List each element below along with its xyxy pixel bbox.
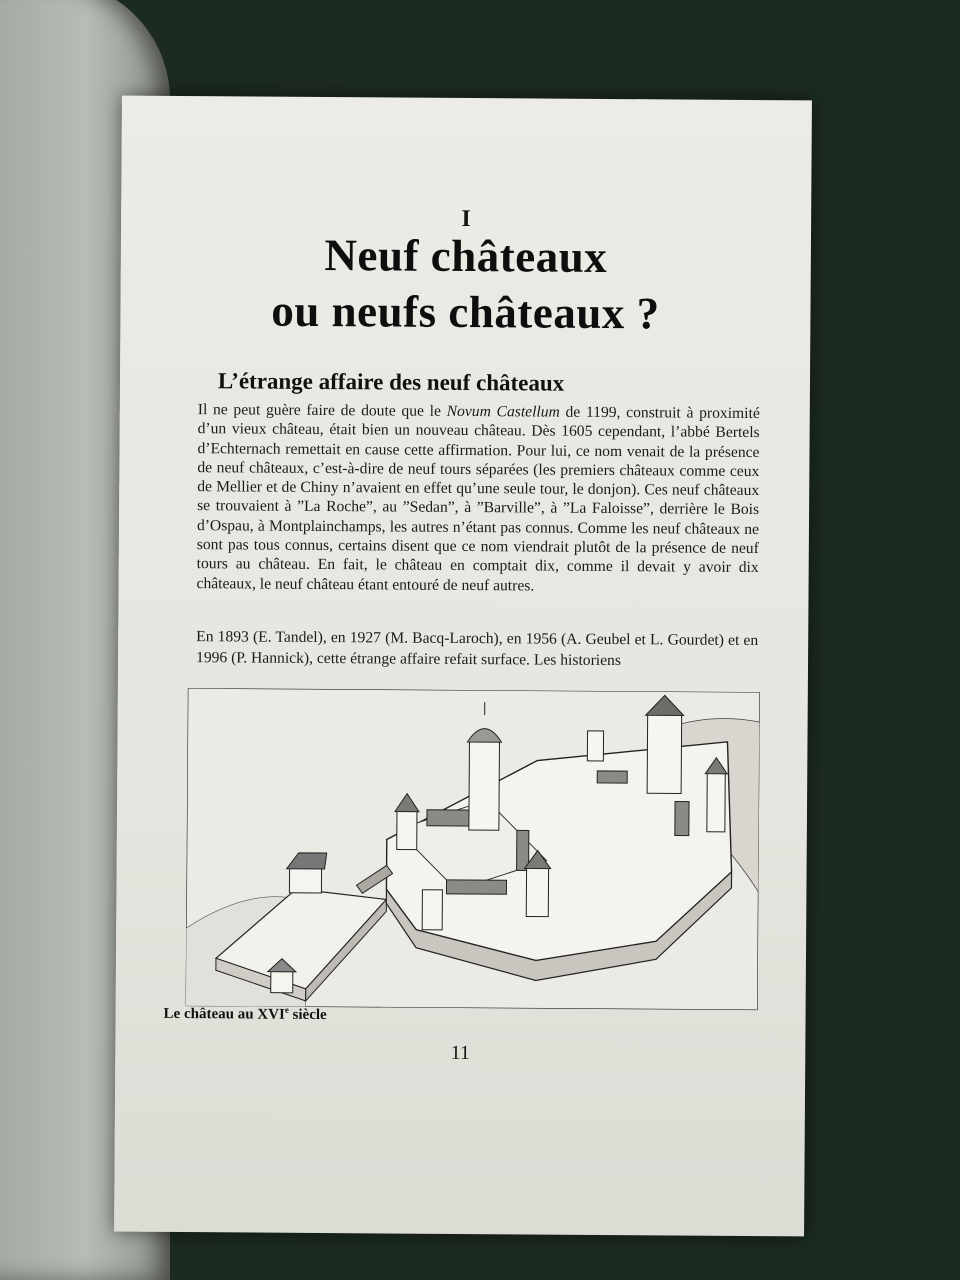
chapter-title <box>120 226 811 343</box>
paragraph-1 <box>197 400 760 597</box>
castle-illustration <box>186 688 760 1010</box>
paragraph-2 <box>196 626 758 672</box>
chapter-number: I <box>461 205 471 233</box>
chapter-title-line1: Neuf châteaux <box>324 230 608 282</box>
chapter-title-line2: ou neufs châteaux ? <box>271 285 660 339</box>
para1-rest: de 1199, construit à proximité d’un vieux château, était bien un nouveau château. Dès 1605 cependant, l’abbé Bertels d’Echternach remettait en cause cette affirmation. Pour lui, ce nom venait de la présence de neuf châteaux, c’est-à-dire de neuf tours séparées (les premiers châteaux comme ceux de Mellier et de Chiny n’avaient en effet qu’une seule tour, le donjon). Ces neuf châteaux se trouvaient à ”La Roche”, au ”Sedan”, à ”Barville”, à ”La Faloisse”, derrière le Bois d’Ospau, à Montplainchamps, les autres n’étant pas connus. Comme les neuf châteaux ne sont pas tous connus, certains disent que ce nom viendrait plutôt de la présence de neuf tours au château. En fait, le château en comptait dix, comme il devait y avoir dix châteaux, le neuf château étant entouré de neuf autres. <box>196 403 760 595</box>
para1-italic-term: Novum Castellum <box>446 402 560 421</box>
caption-superscript: e <box>284 1004 289 1015</box>
para2-text: En 1893 (E. Tandel), en 1927 (M. Bacq-Laroch), en 1956 (A. Geubel et L. Gourdet) et en 1996 (P. Hannick), cette étrange affaire refait surface. Les historiens <box>195 628 759 670</box>
page-number: 11 <box>450 1041 470 1065</box>
para1-start: Il ne peut guère faire de doute que le <box>197 401 447 420</box>
caption-text-end: siècle <box>288 1006 327 1024</box>
book-page <box>114 96 812 1237</box>
caption-text: Le château au XVI <box>163 1005 285 1023</box>
section-heading: L’étrange affaire des neuf châteaux <box>217 368 565 396</box>
figure-caption <box>164 1004 327 1024</box>
